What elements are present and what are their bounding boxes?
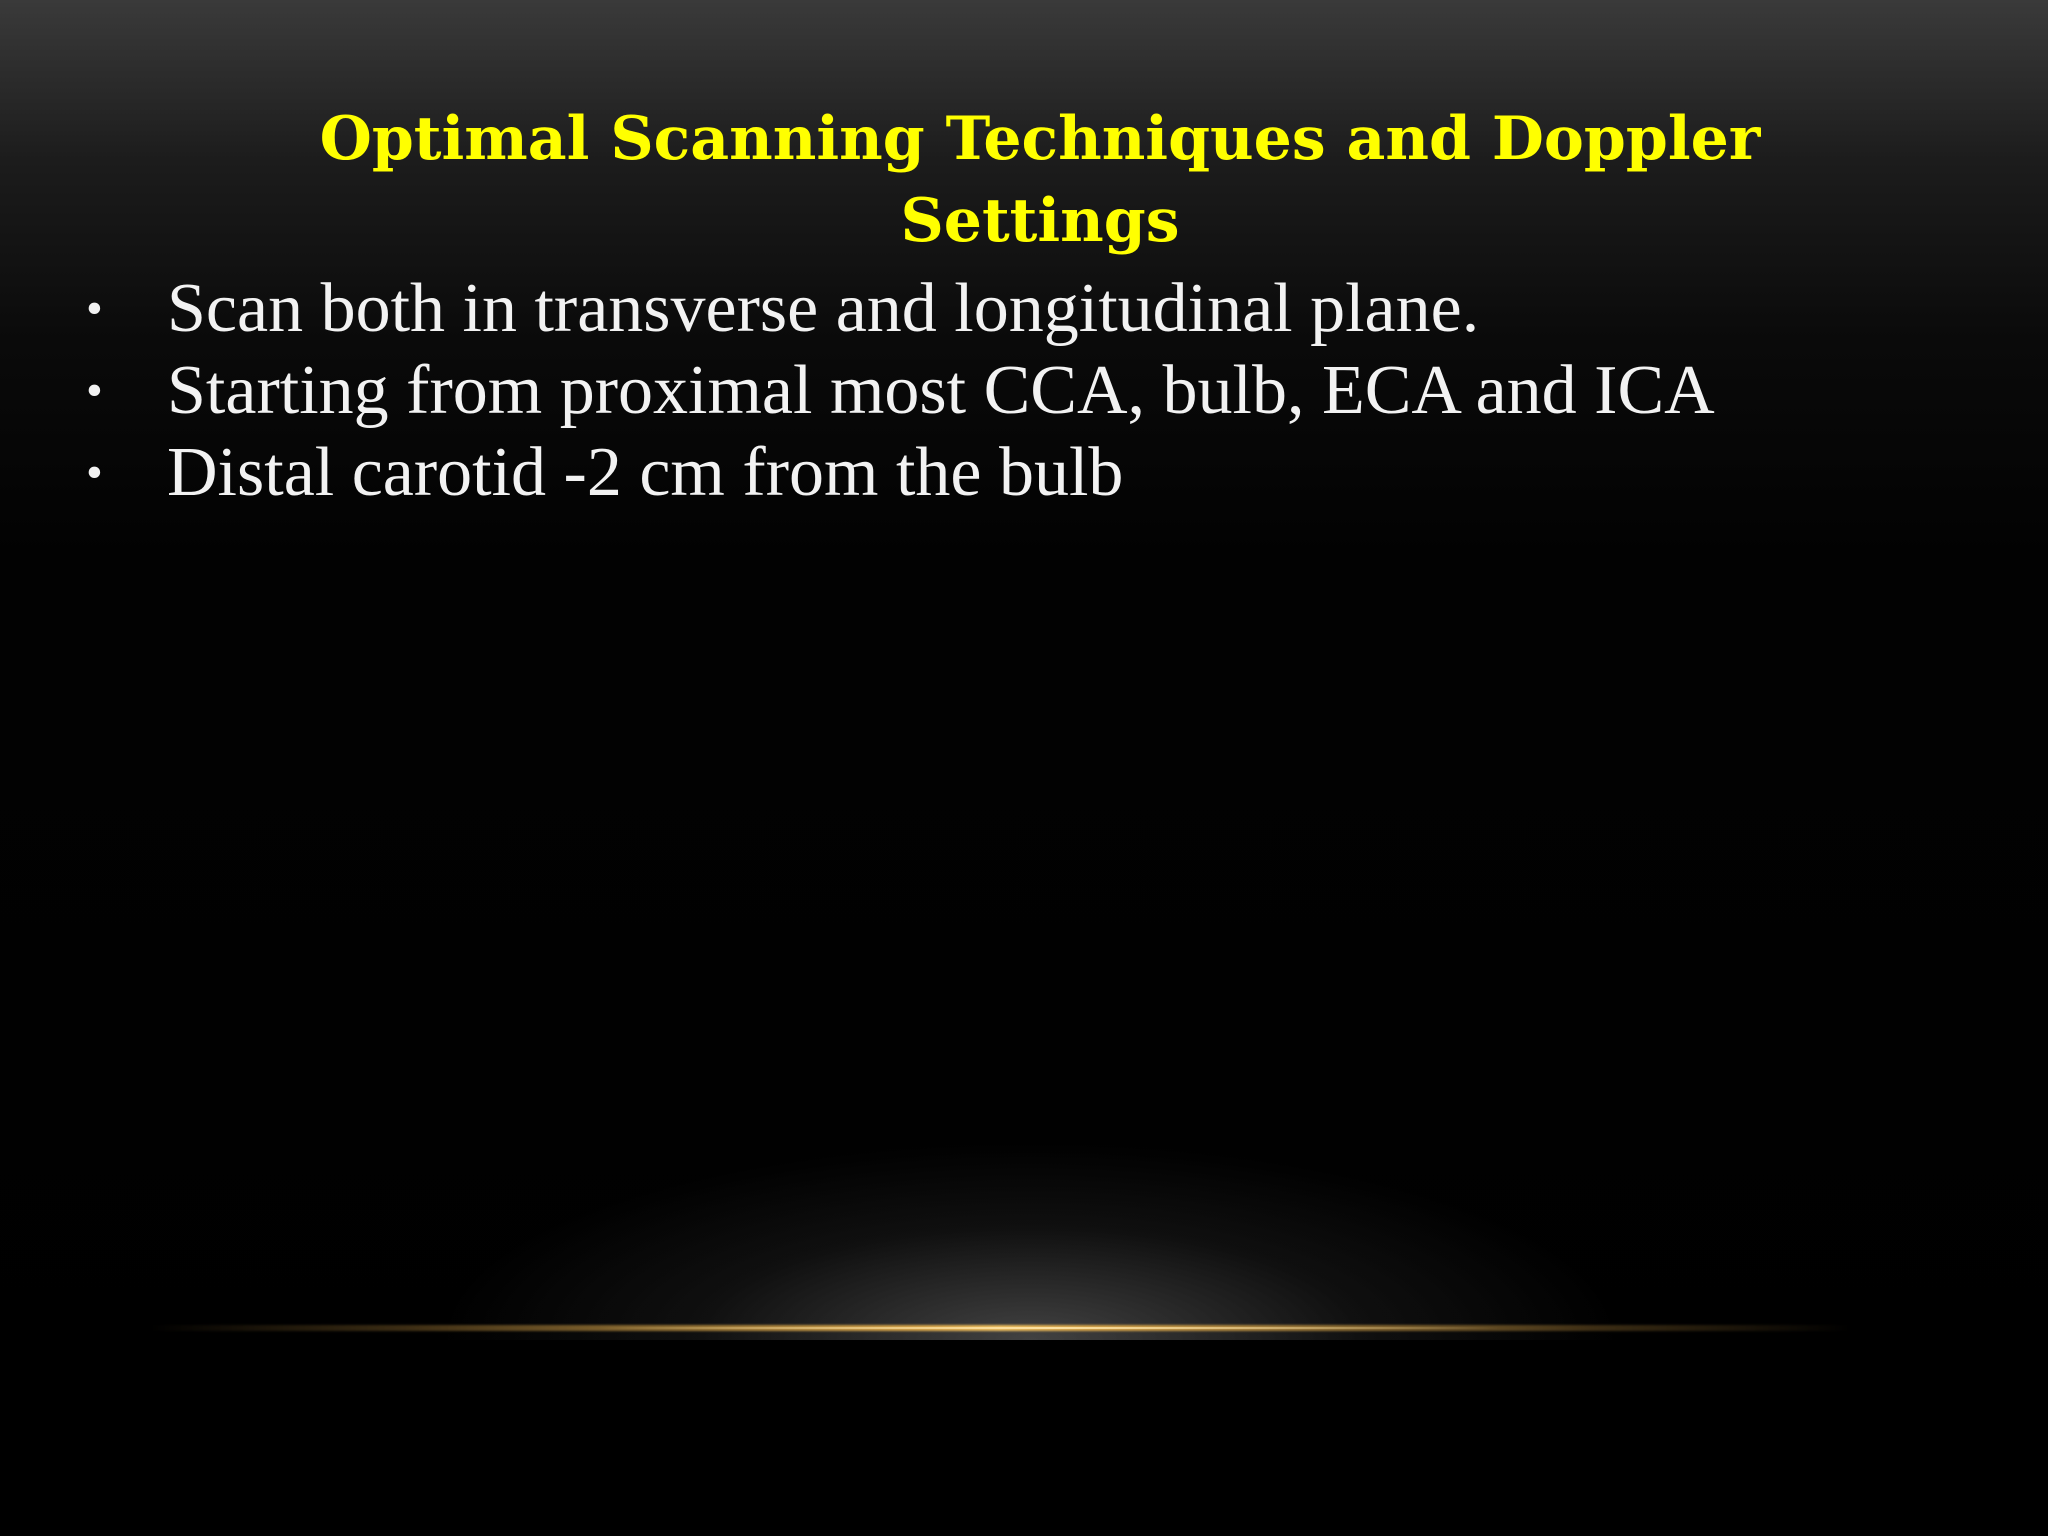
bullet-item bbox=[86, 350, 2036, 432]
title-line-2: Settings bbox=[900, 186, 1180, 256]
bullet-dot-icon: • bbox=[86, 446, 103, 499]
title-line-1: Optimal Scanning Techniques and Doppler bbox=[319, 104, 1761, 174]
bullet-text: Distal carotid -2 cm from the bulb bbox=[167, 434, 1124, 511]
bullet-text: Scan both in transverse and longitudinal plane. bbox=[167, 270, 1480, 347]
horizon-light-core bbox=[600, 1327, 1500, 1329]
bullet-item bbox=[86, 432, 2036, 514]
slide-title bbox=[160, 98, 1920, 262]
bullet-text: Starting from proximal most CCA, bulb, ECA and ICA bbox=[167, 352, 1715, 429]
spotlight-glow bbox=[440, 1140, 1620, 1340]
bullet-dot-icon: • bbox=[86, 364, 103, 417]
bullet-item bbox=[86, 268, 2036, 350]
bullet-list bbox=[86, 268, 2036, 514]
bullet-dot-icon: • bbox=[86, 282, 103, 335]
